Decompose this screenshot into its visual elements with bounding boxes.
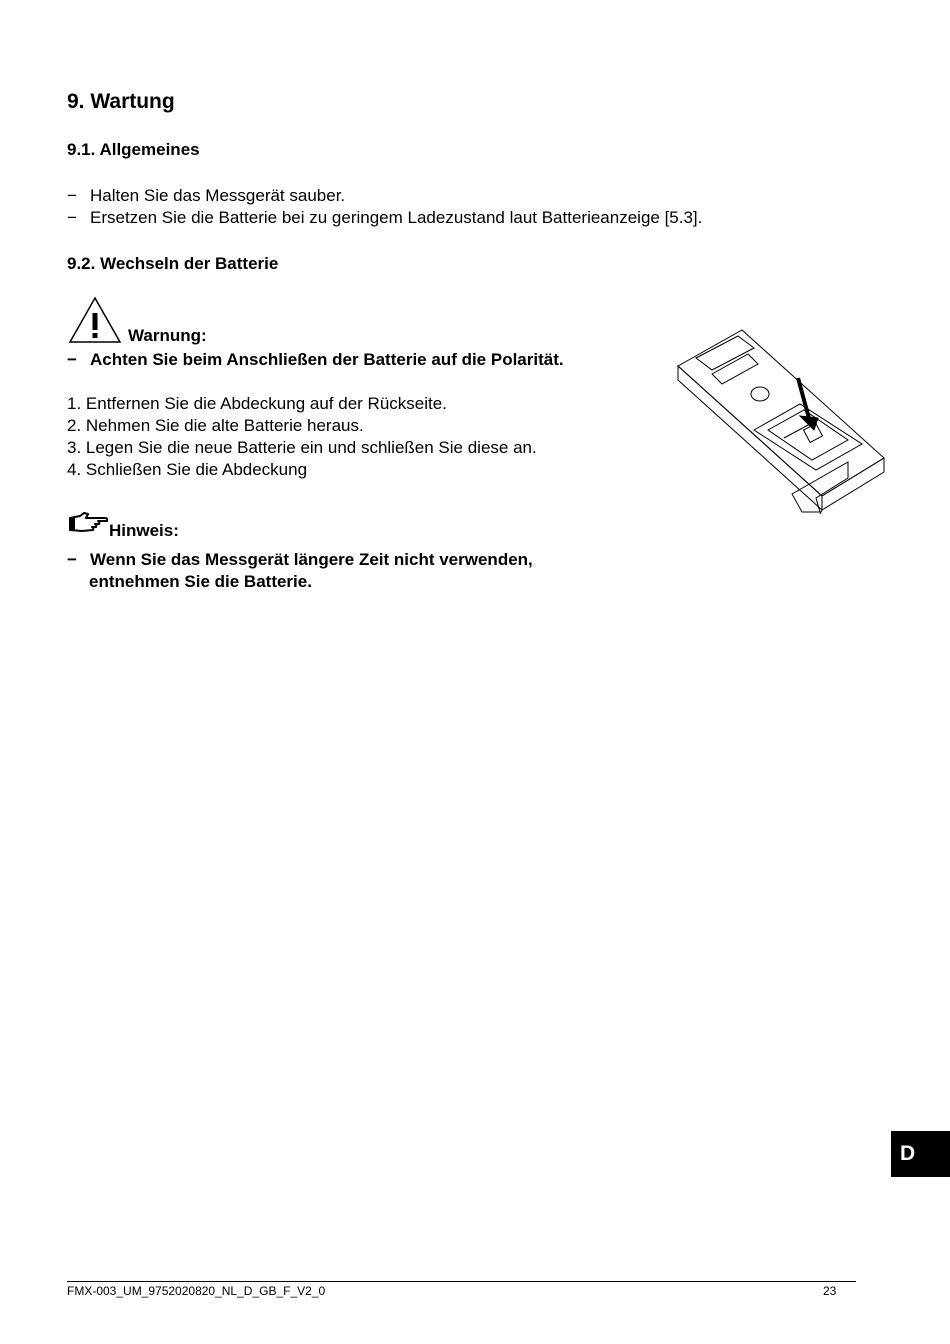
step-1: 1. Entfernen Sie die Abdeckung auf der Rückseite. <box>67 394 447 413</box>
hint-line-1 <box>67 550 533 570</box>
bullet-dash: − <box>67 350 77 369</box>
warning-triangle-icon <box>68 296 122 344</box>
step-2: 2. Nehmen Sie die alte Batterie heraus. <box>67 416 364 435</box>
general-item-text: Ersetzen Sie die Batterie bei zu geringem Ladezustand laut Batterieanzeige [5.3]. <box>90 208 703 227</box>
language-tab: D <box>891 1131 950 1177</box>
battery-compartment-illustration <box>672 318 892 518</box>
battery-heading: 9.2. Wechseln der Batterie <box>67 254 279 273</box>
hint-line-2: entnehmen Sie die Batterie. <box>89 572 312 591</box>
section-title: 9. Wartung <box>67 90 175 113</box>
general-item-1 <box>67 186 345 206</box>
step-3: 3. Legen Sie die neue Batterie ein und schließen Sie diese an. <box>67 438 537 457</box>
warning-text-line <box>67 350 564 370</box>
pointing-hand-icon <box>68 512 108 534</box>
footer-document-id: FMX-003_UM_9752020820_NL_D_GB_F_V2_0 <box>67 1284 326 1298</box>
footer-divider <box>67 1281 856 1282</box>
step-4: 4. Schließen Sie die Abdeckung <box>67 460 308 479</box>
footer-page-number: 23 <box>823 1284 837 1298</box>
hint-label: Hinweis: <box>109 521 179 540</box>
warning-label: Warnung: <box>128 326 207 345</box>
hint-text-1: Wenn Sie das Messgerät längere Zeit nicht verwenden, <box>90 550 533 569</box>
bullet-dash: − <box>67 186 77 205</box>
bullet-dash: − <box>67 208 77 227</box>
bullet-dash: − <box>67 550 77 569</box>
general-item-2 <box>67 208 702 228</box>
warning-text: Achten Sie beim Anschließen der Batterie auf die Polarität. <box>90 350 564 369</box>
general-heading: 9.1. Allgemeines <box>67 140 200 159</box>
general-item-text: Halten Sie das Messgerät sauber. <box>90 186 346 205</box>
